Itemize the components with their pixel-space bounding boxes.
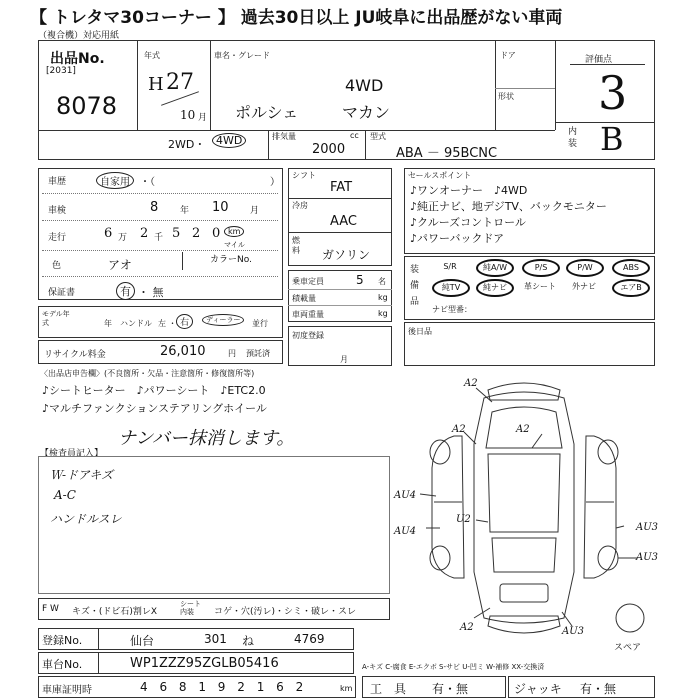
color-code-label: カラーNo. xyxy=(210,255,252,265)
handle-left: 左 ・ xyxy=(158,319,177,328)
displacement-label: 排気量 xyxy=(272,132,296,141)
handle-right: 右 xyxy=(176,314,193,329)
fuel-value: ガソリン xyxy=(322,248,371,262)
registration-kana: ね xyxy=(242,634,255,648)
mark-au4-door: AU4 xyxy=(394,490,417,501)
color-value: アオ xyxy=(108,258,132,272)
sales-point-1: ♪ワンオーナー ♪4WD xyxy=(410,184,528,197)
handle-label: ハンドル xyxy=(120,319,152,328)
inspection-month: 10 xyxy=(212,200,229,215)
mark-au3-bumper: AU3 xyxy=(562,626,585,637)
drive-selected: 4WD xyxy=(212,133,246,148)
odo-history-digits: 4 6 8 1 9 2 1 6 2 xyxy=(140,680,308,694)
year-month-unit: 月 xyxy=(198,113,208,123)
post-install-box xyxy=(404,322,655,366)
mileage-d4: 2 xyxy=(192,226,201,241)
equip-alloy: 純A/W xyxy=(476,259,514,277)
chassis-value: WP1ZZZ95ZGLB05416 xyxy=(130,656,279,671)
inspection-year-unit: 年 xyxy=(180,206,190,216)
registration-city: 仙台 xyxy=(130,634,155,648)
model-label: 車名・グレード xyxy=(214,51,270,60)
fw-items: キズ・(ドビ石)割レX xyxy=(72,607,158,617)
registration-label: 登録No. xyxy=(42,634,83,647)
equip-extnav: 外ナビ xyxy=(572,282,596,291)
lot-sub: [2031] xyxy=(46,66,76,76)
inspector-note-1: ハンドルスレ xyxy=(50,512,122,526)
history-close: ） xyxy=(270,177,280,188)
drive-options: 2WD・ xyxy=(168,138,206,151)
model-year-label: モデル年式 xyxy=(42,310,70,327)
tools-label: 工 具 xyxy=(370,682,407,696)
recycle-value: 26,010 xyxy=(160,344,206,359)
model-drive: 4WD xyxy=(345,76,384,95)
mark-a2-rear: A2 xyxy=(460,622,474,633)
damage-legend: A-キズ C-腐食 E-エクボ S-サビ U-凹ミ W-補修 XX-交換済 xyxy=(362,663,545,671)
mileage-label: 走行 xyxy=(48,233,67,243)
mileage-d2: 2 xyxy=(140,226,149,241)
model-year-unit: 年 xyxy=(104,319,112,328)
equip-sr: S/R xyxy=(443,262,457,271)
mark-au4-rear: AU4 xyxy=(394,526,417,537)
first-reg-label: 初度登録 xyxy=(292,331,324,340)
sales-point-2: ♪純正ナビ、地デジTV、バックモニター xyxy=(410,200,607,213)
year-value: 27 xyxy=(166,70,194,95)
type-label: 型式 xyxy=(370,132,386,141)
history-label: 車歴 xyxy=(48,177,67,187)
year-era: H xyxy=(148,74,164,95)
displacement-value: 2000 xyxy=(312,142,346,157)
shape-label: 形状 xyxy=(498,92,514,101)
weight-unit: kg xyxy=(378,309,388,318)
mark-a2-hood: A2 xyxy=(516,424,530,435)
inspector-note-3: Ｗ-ドアキズ xyxy=(50,468,113,482)
exhibitor-line-2: ♪マルチファンクションステアリングホイール xyxy=(42,402,267,415)
mileage-unit-mile: マイル xyxy=(224,241,245,249)
car-damage-diagram xyxy=(392,372,659,644)
mileage-d1: 6 xyxy=(104,226,113,241)
equip-airbag: エアB xyxy=(612,279,650,297)
ac-label: 冷房 xyxy=(292,201,308,210)
load-unit: kg xyxy=(378,293,388,302)
seat-label: シート内装 xyxy=(180,600,201,616)
inspection-year: 8 xyxy=(150,200,159,215)
fuel-label: 燃料 xyxy=(292,236,300,255)
inspection-month-unit: 月 xyxy=(250,206,260,216)
equip-tv: 純TV xyxy=(432,279,470,297)
sales-point-3: ♪クルーズコントロール xyxy=(410,216,526,229)
model-name: マカン xyxy=(342,103,391,122)
score-label: 評価点 xyxy=(585,55,613,65)
inspection-label: 車検 xyxy=(48,206,67,216)
inspector-handwritten: ナンバー抹消します。 xyxy=(118,428,295,449)
recycle-note: 預託済 xyxy=(246,349,270,358)
dealer-option: ディーラー xyxy=(202,314,244,326)
odo-history-label: 車庫証明時 xyxy=(42,685,92,696)
header-banner xyxy=(0,0,700,28)
weight-label: 車両重量 xyxy=(292,310,324,319)
mileage-d5: 0 xyxy=(212,226,221,241)
shift-label: シフト xyxy=(292,171,316,180)
equip-pw: P/W xyxy=(566,259,604,277)
lot-label: 出品No. xyxy=(50,51,105,67)
lot-number-box xyxy=(38,40,138,130)
inspector-label: 【検査員記入】 xyxy=(40,449,104,459)
score-value: 3 xyxy=(598,66,628,120)
spare-label: スペア xyxy=(614,643,642,653)
mark-au3-right: AU3 xyxy=(636,522,659,533)
recycle-label: リサイクル料金 xyxy=(44,350,106,360)
type-value: ABA － 95BCNC xyxy=(396,146,498,161)
jack-label: ジャッキ xyxy=(514,682,562,696)
exhibitor-label: 〈出品店申告欄〉(不良箇所・欠品・注意箇所・修復箇所等) xyxy=(40,369,255,378)
jack-value: 有・無 xyxy=(580,682,617,696)
equip-ps: P/S xyxy=(522,259,560,277)
door-label: ドア xyxy=(500,51,516,60)
chassis-label: 車台No. xyxy=(42,658,83,671)
displacement-cc: cc xyxy=(350,131,359,140)
capacity-value: 5 xyxy=(356,273,364,287)
sales-points-label: セールスポイント xyxy=(408,171,472,180)
odo-history-unit: km xyxy=(340,684,353,693)
interior-value: B xyxy=(600,120,624,158)
year-month: 10 xyxy=(180,108,196,122)
equipment-label: 装備品 xyxy=(410,265,420,307)
capacity-label: 乗車定員 xyxy=(292,277,324,286)
warranty-label: 保証書 xyxy=(48,288,76,298)
interior-label: 内装 xyxy=(568,127,578,149)
equip-nav: 純ナビ xyxy=(476,279,514,297)
mileage-d3: 5 xyxy=(172,226,181,241)
mark-au3-side: AU3 xyxy=(636,552,659,563)
form-note: （複合機）対応用紙 xyxy=(38,31,120,41)
registration-number: 4769 xyxy=(294,632,325,646)
lot-value: 8078 xyxy=(56,92,118,120)
model-maker: ポルシェ xyxy=(235,103,299,122)
post-install-label: 後日品 xyxy=(408,327,432,336)
warranty-rest: ・ 無 xyxy=(138,286,164,299)
color-label: 色 xyxy=(52,261,62,271)
mark-u2-roof: U2 xyxy=(456,514,471,525)
registration-class: 301 xyxy=(204,632,227,646)
ac-value: AAC xyxy=(330,214,357,229)
sales-point-4: ♪パワーバックドア xyxy=(410,232,505,245)
warranty-selected: 有 xyxy=(116,282,135,300)
nav-model-label: ナビ型番： xyxy=(432,305,472,314)
history-rest: ・（ xyxy=(140,177,155,188)
banner-text: 【 トレタマ30コーナー 】 過去30日以上 JU岐阜に出品歴がない車両 xyxy=(30,8,563,28)
mark-a2-left: A2 xyxy=(452,424,466,435)
mileage-u2: 千 xyxy=(154,233,164,243)
mileage-unit-km: km xyxy=(224,226,244,237)
mark-a2-front: A2 xyxy=(464,378,478,389)
load-label: 積載量 xyxy=(292,294,316,303)
history-selected: 自家用 xyxy=(96,172,134,189)
inspector-note-2: A-C xyxy=(54,488,76,502)
recycle-unit: 円 xyxy=(228,349,236,358)
first-reg-month: 月 xyxy=(340,355,348,364)
equip-leather: 革シート xyxy=(524,282,556,291)
parallel-option: 並行 xyxy=(252,319,268,328)
exhibitor-line-1: ♪シートヒーター ♪パワーシート ♪ETC2.0 xyxy=(42,384,266,397)
year-label: 年式 xyxy=(144,51,160,60)
capacity-unit: 名 xyxy=(378,277,386,286)
tools-value: 有・無 xyxy=(432,682,469,696)
fw-label: F W xyxy=(42,604,59,614)
shift-value: FAT xyxy=(330,180,353,195)
seat-items: コゲ・穴(汚レ)・シミ・破レ・スレ xyxy=(214,607,357,617)
mileage-u1: 万 xyxy=(118,233,128,243)
equip-abs: ABS xyxy=(612,259,650,277)
